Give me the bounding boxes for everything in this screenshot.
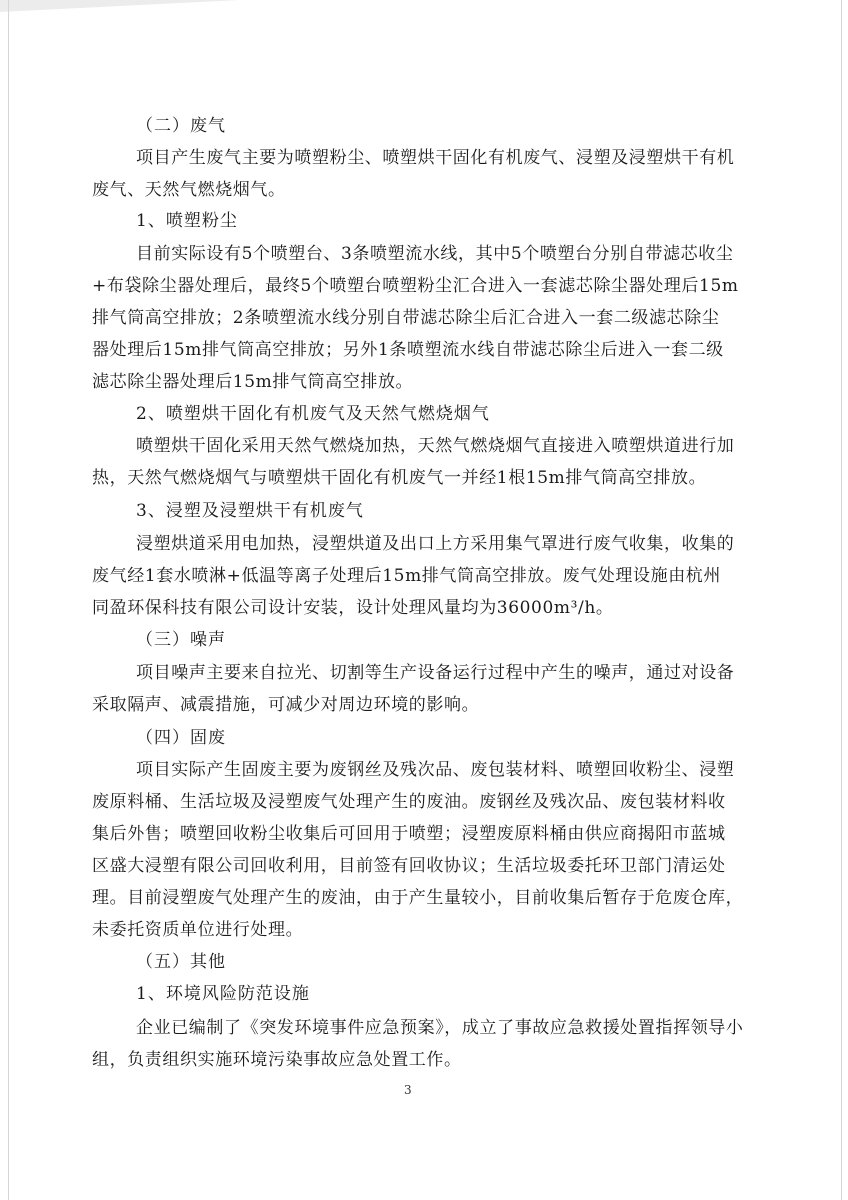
noise-heading: （三）噪声 [136,630,226,650]
curing-gas-line-2: 热，天然气燃烧烟气与喷塑烘干固化有机废气一并经1根15m排气筒高空排放。 [92,468,707,488]
spray-dust-line-3: 排气筒高空排放；2条喷塑流水线分别自带滤芯除尘后汇合进入一套二级滤芯除尘 [92,308,720,328]
risk-prevention-heading: 1、环境风险防范设施 [136,984,310,1004]
noise-line-2: 采取隔声、减震措施，可减少对周边环境的影响。 [92,695,480,715]
risk-prevention-line-1: 企业已编制了《突发环境事件应急预案》，成立了事故应急救援处置指挥领导小 [136,1018,744,1038]
solid-waste-line-6: 未委托资质单位进行处理。 [92,920,304,940]
solid-waste-line-5: 理。目前浸塑废气处理产生的废油，由于产生量较小，目前收集后暂存于危废仓库， [92,888,744,908]
solid-waste-line-2: 废原料桶、生活垃圾及浸塑废气处理产生的废油。废钢丝及残次品、废包装材料收 [92,792,726,812]
dip-plastic-line-2: 废气经1套水喷淋+低温等离子处理后15m排气筒高空排放。废气处理设施由杭州 [92,566,722,586]
solid-waste-line-1: 项目实际产生固废主要为废钢丝及残次品、废包装材料、喷塑回收粉尘、浸塑 [136,760,735,780]
spray-dust-line-1: 目前实际设有5个喷塑台、3条喷塑流水线，其中5个喷塑台分别自带滤芯收尘 [136,244,734,264]
spray-dust-line-2: +布袋除尘器处理后，最终5个喷塑台喷塑粉尘汇合进入一套滤芯除尘器处理后15m [92,276,739,296]
waste-gas-heading: （二）废气 [136,116,226,136]
dip-plastic-heading: 3、浸塑及浸塑烘干有机废气 [136,501,364,521]
curing-gas-line-1: 喷塑烘干固化采用天然气燃烧加热，天然气燃烧烟气直接进入喷塑烘道进行加 [136,436,735,456]
spray-dust-heading: 1、喷塑粉尘 [136,211,238,231]
noise-line-1: 项目噪声主要来自拉光、切割等生产设备运行过程中产生的噪声，通过对设备 [136,663,735,683]
scan-corner-shadow [0,0,240,12]
dip-plastic-line-1: 浸塑烘道采用电加热，浸塑烘道及出口上方采用集气罩进行废气收集，收集的 [136,534,735,554]
scan-left-edge [8,0,9,1200]
waste-gas-intro-line-1: 项目产生废气主要为喷塑粉尘、喷塑烘干固化有机废气、浸塑及浸塑烘干有机 [136,148,735,168]
solid-waste-line-4: 区盛大浸塑有限公司回收利用，目前签有回收协议；生活垃圾委托环卫部门清运处 [92,856,726,876]
spray-dust-line-4: 器处理后15m排气筒高空排放；另外1条喷塑流水线自带滤芯除尘后进入一套二级 [92,340,724,360]
page-number: 3 [404,1083,412,1097]
solid-waste-heading: （四）固废 [136,728,226,748]
solid-waste-line-3: 集后外售；喷塑回收粉尘收集后可回用于喷塑；浸塑废原料桶由供应商揭阳市蓝城 [92,824,726,844]
curing-gas-heading: 2、喷塑烘干固化有机废气及天然气燃烧烟气 [136,404,490,424]
risk-prevention-line-2: 组，负责组织实施环境污染事故应急处置工作。 [92,1050,462,1070]
dip-plastic-line-3: 同盈环保科技有限公司设计安装，设计处理风量均为36000m³/h。 [92,598,614,618]
spray-dust-line-5: 滤芯除尘器处理后15m排气筒高空排放。 [92,372,414,392]
other-heading: （五）其他 [136,952,226,972]
scan-right-edge [841,0,842,1200]
waste-gas-intro-line-2: 废气、天然气燃烧烟气。 [92,180,286,200]
